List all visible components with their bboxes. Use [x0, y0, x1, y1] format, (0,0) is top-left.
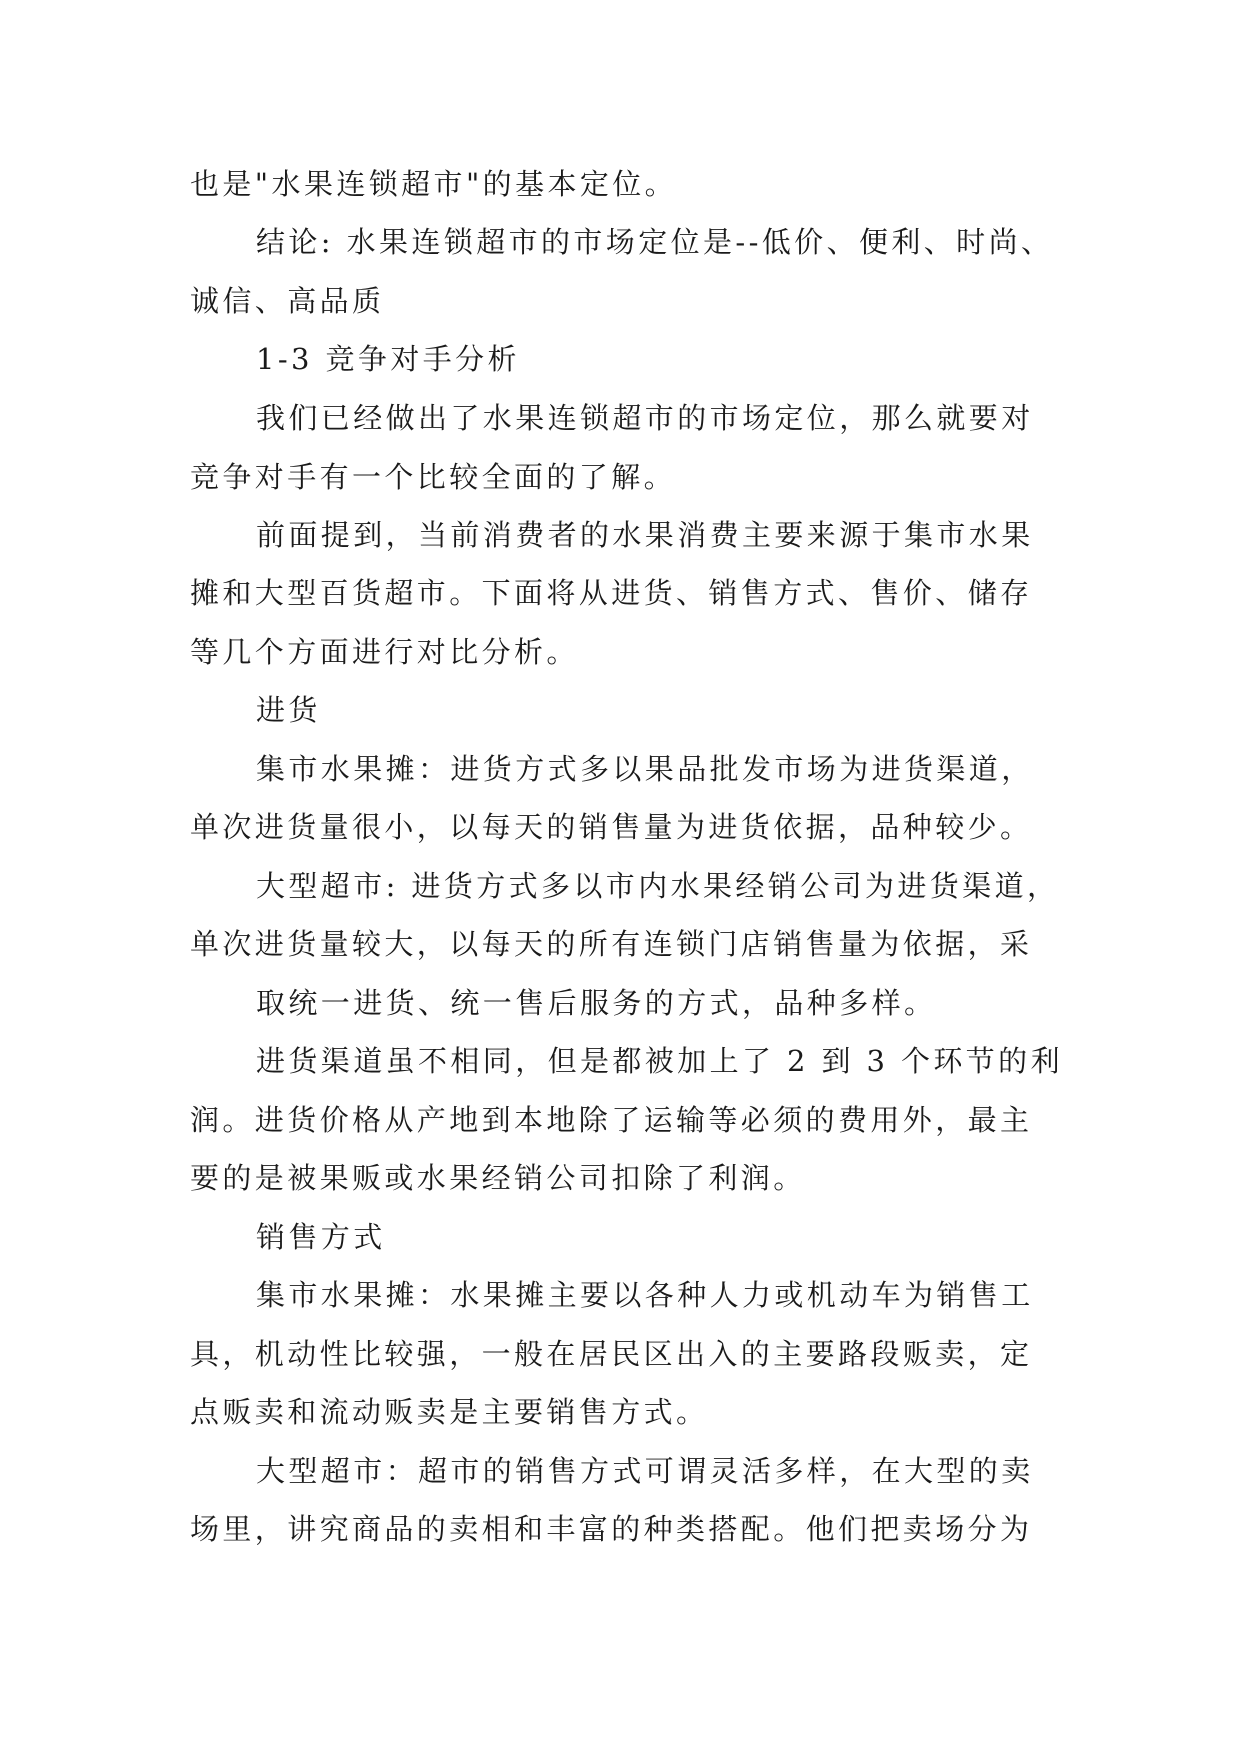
subheading-purchasing: 进货 [256, 693, 321, 727]
text-line-7: 前面提到，当前消费者的水果消费主要来源于集市水果 [256, 518, 1034, 552]
text-line-17: 润。进货价格从产地到本地除了运输等必须的费用外，最主 [190, 1103, 1033, 1137]
text-line-23: 大型超市：超市的销售方式可谓灵活多样，在大型的卖 [256, 1454, 1034, 1488]
text-line-16: 进货渠道虽不相同，但是都被加上了 2 到 3 个环节的利 [256, 1044, 1063, 1078]
text-line-24: 场里，讲究商品的卖相和丰富的种类搭配。他们把卖场分为 [190, 1512, 1033, 1546]
text-line-8: 摊和大型百货超市。下面将从进货、销售方式、售价、储存 [190, 576, 1033, 610]
text-line-12: 单次进货量很小，以每天的销售量为进货依据，品种较少。 [190, 810, 1033, 844]
text-line-9: 等几个方面进行对比分析。 [190, 635, 579, 669]
text-line-1: 也是"水果连锁超市"的基本定位。 [190, 167, 678, 201]
text-line-6: 竞争对手有一个比较全面的了解。 [190, 460, 677, 494]
section-heading-1-3: 1-3 竞争对手分析 [256, 342, 520, 376]
text-line-15: 取统一进货、统一售后服务的方式，品种多样。 [256, 986, 937, 1020]
text-line-22: 点贩卖和流动贩卖是主要销售方式。 [190, 1395, 709, 1429]
text-line-2: 结论: 水果连锁超市的市场定位是--低价、便利、时尚、 [256, 225, 1054, 259]
subheading-sales-method: 销售方式 [256, 1220, 386, 1254]
text-line-14: 单次进货量较大，以每天的所有连锁门店销售量为依据，采 [190, 927, 1033, 961]
text-line-13: 大型超市: 进货方式多以市内水果经销公司为进货渠道， [256, 869, 1060, 903]
text-line-11: 集市水果摊：进货方式多以果品批发市场为进货渠道， [256, 752, 1034, 786]
text-line-3: 诚信、高品质 [190, 284, 385, 318]
text-line-21: 具，机动性比较强，一般在居民区出入的主要路段贩卖，定 [190, 1337, 1033, 1371]
text-line-18: 要的是被果贩或水果经销公司扣除了利润。 [190, 1161, 806, 1195]
text-line-5: 我们已经做出了水果连锁超市的市场定位，那么就要对 [256, 401, 1034, 435]
text-line-20: 集市水果摊：水果摊主要以各种人力或机动车为销售工 [256, 1278, 1034, 1312]
